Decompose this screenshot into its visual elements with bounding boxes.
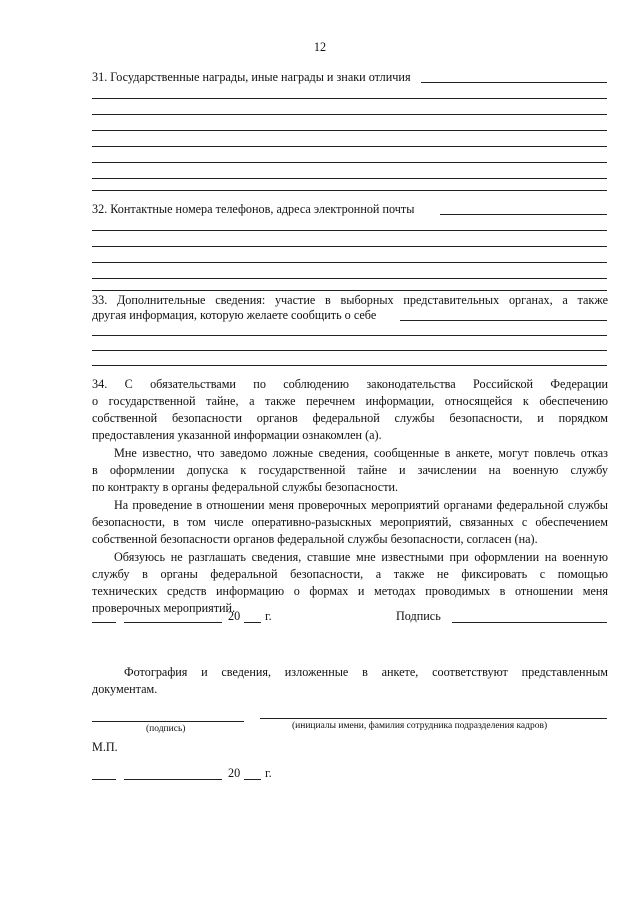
q33-label-line1: 33. Дополнительные сведения: участие в выборных представительных органах, а также [92, 293, 608, 307]
signature-label: Подпись [396, 609, 441, 623]
page-number: 12 [313, 40, 327, 54]
hr-signature-blank[interactable] [92, 721, 244, 722]
year-blank[interactable] [244, 622, 261, 623]
q33-answer-line[interactable] [400, 320, 607, 321]
q34-p1-line4: предоставления указанной информации ознакомлен (а). [92, 428, 382, 442]
q34-p3-line2: безопасности, в том числе оперативно-разыскных мероприятий, связанных с обеспечением [92, 515, 608, 529]
q32-answer-line[interactable] [92, 290, 607, 291]
q31-answer-line[interactable] [92, 98, 607, 99]
date-month-blank[interactable] [124, 779, 222, 780]
q34-p3-line1: На проведение в отношении меня проверочных мероприятий органами федеральной службы [114, 498, 608, 512]
q34-p1-line1: 34. С обязательствами по соблюдению законодательства Российской Федерации [92, 377, 608, 391]
q34-p1-line3: собственной безопасности органов федеральной службы безопасности, и порядком [92, 411, 608, 425]
stamp-label: М.П. [92, 740, 118, 754]
hr-name-caption: (инициалы имени, фамилия сотрудника подразделения кадров) [292, 721, 548, 731]
year-prefix: 20 [228, 609, 241, 623]
q34-p4-line1: Обязуюсь не разглашать сведения, ставшие мне известными при оформлении на военную [114, 550, 608, 564]
q32-answer-line[interactable] [92, 262, 607, 263]
q34-p4-line4: проверочных мероприятий. [92, 601, 236, 615]
q34-p2-line2: в оформлении допуска к государственной тайне и зачислении на военную службу [92, 463, 608, 477]
q31-answer-line[interactable] [92, 146, 607, 147]
q33-answer-line[interactable] [92, 335, 607, 336]
photo-statement-line1: Фотография и сведения, изложенные в анкете, соответствуют представленным [124, 665, 608, 679]
q34-p1-line2: о государственной тайне, а также перечнем информации, относящейся к обеспечению [92, 394, 608, 408]
month-blank[interactable] [124, 622, 222, 623]
date-day-blank[interactable] [92, 779, 116, 780]
q32-answer-line[interactable] [92, 278, 607, 279]
q31-label: 31. Государственные награды, иные награды и знаки отличия [92, 70, 411, 84]
day-blank[interactable] [92, 622, 116, 623]
q34-p2-line3: по контракту в органы федеральной службы безопасности. [92, 480, 399, 494]
signature-blank[interactable] [452, 622, 607, 623]
q31-answer-line[interactable] [92, 162, 607, 163]
date-year-suffix: г. [265, 766, 272, 780]
q33-answer-line[interactable] [92, 350, 607, 351]
q32-answer-line[interactable] [92, 246, 607, 247]
year-suffix: г. [265, 609, 272, 623]
q32-label: 32. Контактные номера телефонов, адреса электронной почты [92, 202, 415, 216]
photo-statement-line2: документам. [92, 682, 158, 696]
q33-label-line2: другая информация, которую желаете сообщить о себе [92, 308, 377, 322]
q32-answer-line[interactable] [92, 230, 607, 231]
q34-p3-line3: собственной безопасности органов федеральной службы безопасности, согласен (на). [92, 532, 538, 546]
date-year-prefix: 20 [228, 766, 241, 780]
q31-answer-line[interactable] [92, 178, 607, 179]
q31-answer-line[interactable] [92, 114, 607, 115]
q34-p2-line1: Мне известно, что заведомо ложные сведения, сообщенные в анкете, могут повлечь отказ [114, 446, 608, 460]
q34-p4-line3: технических средств информацию о формах и методах проводимых в отношении меня [92, 584, 608, 598]
q31-answer-line[interactable] [421, 82, 607, 83]
date-year-blank[interactable] [244, 779, 261, 780]
q33-answer-line[interactable] [92, 365, 607, 366]
q31-answer-line[interactable] [92, 190, 607, 191]
hr-name-blank[interactable] [260, 718, 607, 719]
q32-answer-line[interactable] [440, 214, 607, 215]
hr-signature-caption: (подпись) [146, 724, 186, 734]
q34-p4-line2: службу в органы федеральной безопасности, а также не фиксировать с помощью [92, 567, 608, 581]
q31-answer-line[interactable] [92, 130, 607, 131]
